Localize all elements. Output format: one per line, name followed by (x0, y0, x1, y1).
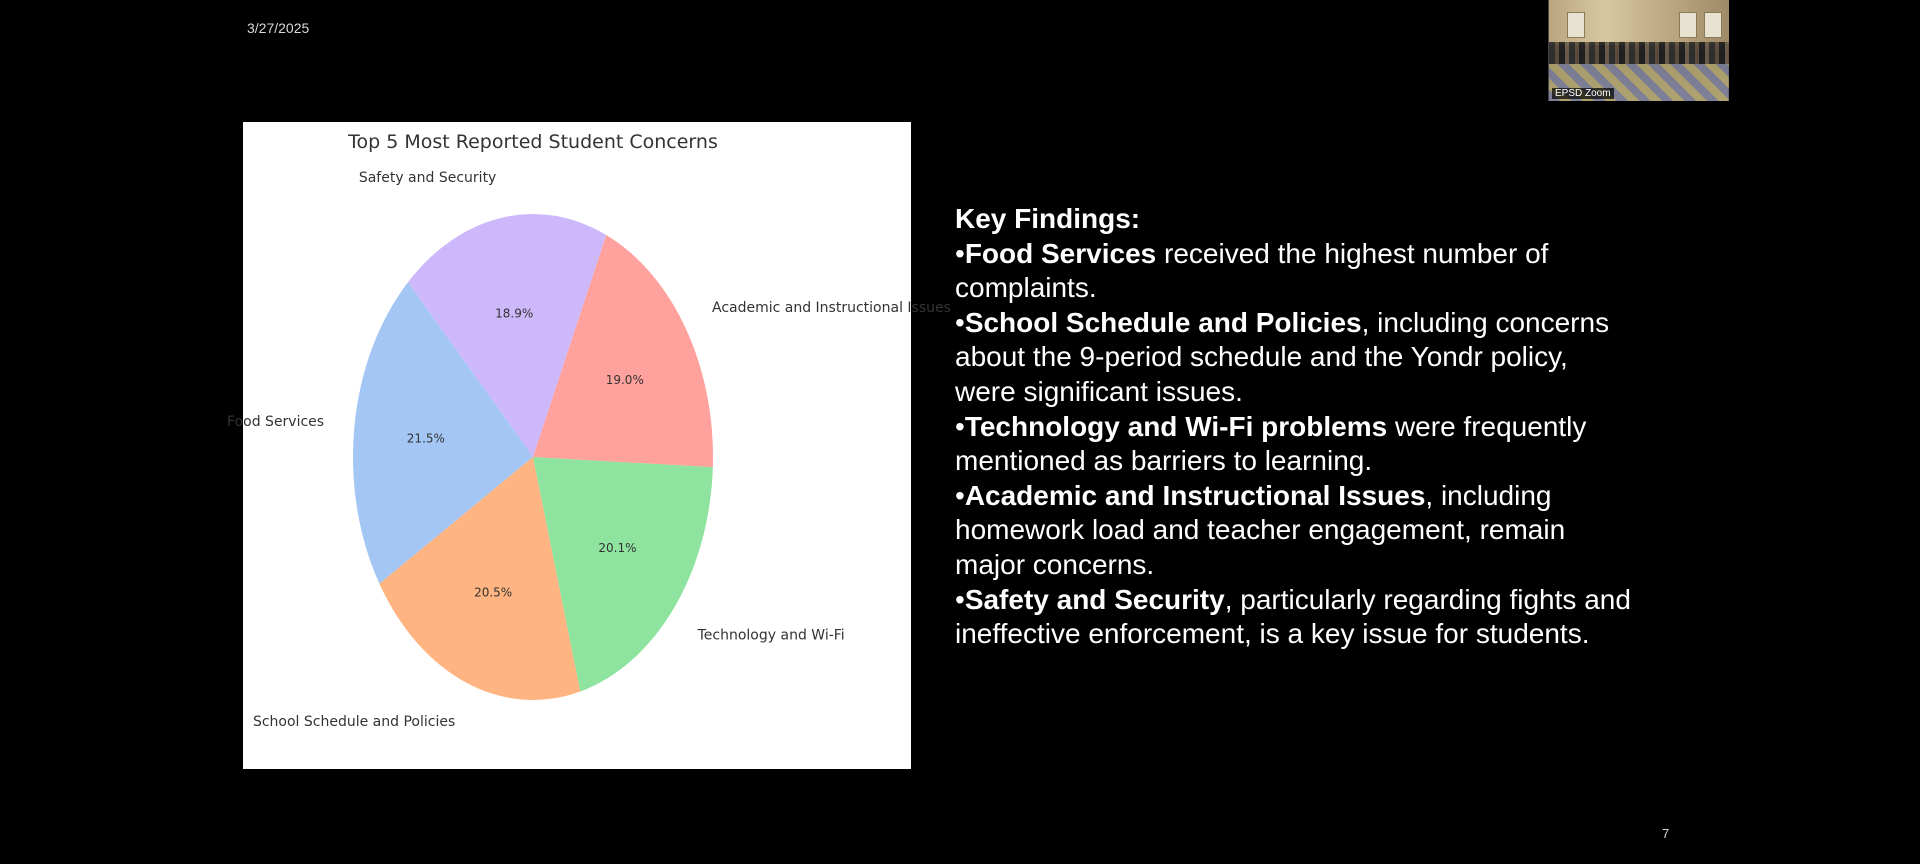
finding-bullet: • (955, 410, 965, 442)
video-audience (1549, 42, 1729, 64)
finding-text: received the highest number of complaints. (955, 237, 1549, 304)
finding-bold-text: School Schedule and Policies (964, 306, 1362, 338)
finding-bullet: • (955, 583, 965, 615)
pie-slice-label: Technology and Wi-Fi (697, 627, 845, 644)
finding-text: were frequently mentioned as barriers to learning. (955, 410, 1587, 477)
finding-text: , including concerns about the 9-period schedule and the Yondr policy, were significant issues. (955, 306, 1610, 407)
video-window (1567, 12, 1585, 38)
pie-chart-panel (227, 122, 951, 769)
pie-slice-label: Food Services (227, 414, 325, 431)
pie-percent-label: 18.9% (495, 306, 534, 321)
zoom-participant-label: EPSD Zoom (1552, 88, 1614, 99)
finding-bold-text: Academic and Instructional Issues (964, 479, 1426, 511)
finding-item (955, 583, 1635, 652)
key-findings (955, 202, 1635, 652)
key-findings-list (955, 237, 1635, 652)
finding-bold-text: Safety and Security (964, 583, 1225, 615)
pie-slice-label: Academic and Instructional Issues (711, 300, 951, 317)
pie-slices (353, 214, 713, 700)
pie-slice-label: School Schedule and Policies (252, 714, 456, 731)
finding-item (955, 479, 1635, 583)
finding-item (955, 306, 1635, 410)
key-findings-heading: Key Findings: (955, 203, 1141, 234)
finding-bullet: • (955, 306, 965, 338)
chart-title: Top 5 Most Reported Student Concerns (348, 131, 718, 153)
pie-percent-label: 20.1% (598, 540, 637, 555)
finding-text: , including homework load and teacher engagement, remain major concerns. (955, 479, 1566, 580)
finding-bullet: • (955, 237, 965, 269)
zoom-video-thumbnail[interactable] (1548, 0, 1728, 101)
slide-date: 3/27/2025 (247, 20, 310, 36)
finding-bullet: • (955, 479, 965, 511)
page-number: 7 (1662, 826, 1670, 841)
pie-percent-label: 20.5% (474, 585, 513, 600)
video-window (1679, 12, 1697, 38)
pie-slice-label: Safety and Security (358, 170, 497, 187)
finding-bold-text: Food Services (964, 237, 1157, 269)
finding-item (955, 410, 1635, 479)
pie-chart (227, 122, 951, 769)
finding-item (955, 237, 1635, 306)
pie-percent-label: 19.0% (605, 373, 644, 388)
video-window (1704, 12, 1722, 38)
finding-bold-text: Technology and Wi-Fi problems (964, 410, 1388, 442)
pie-percent-label: 21.5% (406, 431, 445, 446)
finding-text: , particularly regarding fights and ineffective enforcement, is a key issue for students. (955, 583, 1631, 650)
